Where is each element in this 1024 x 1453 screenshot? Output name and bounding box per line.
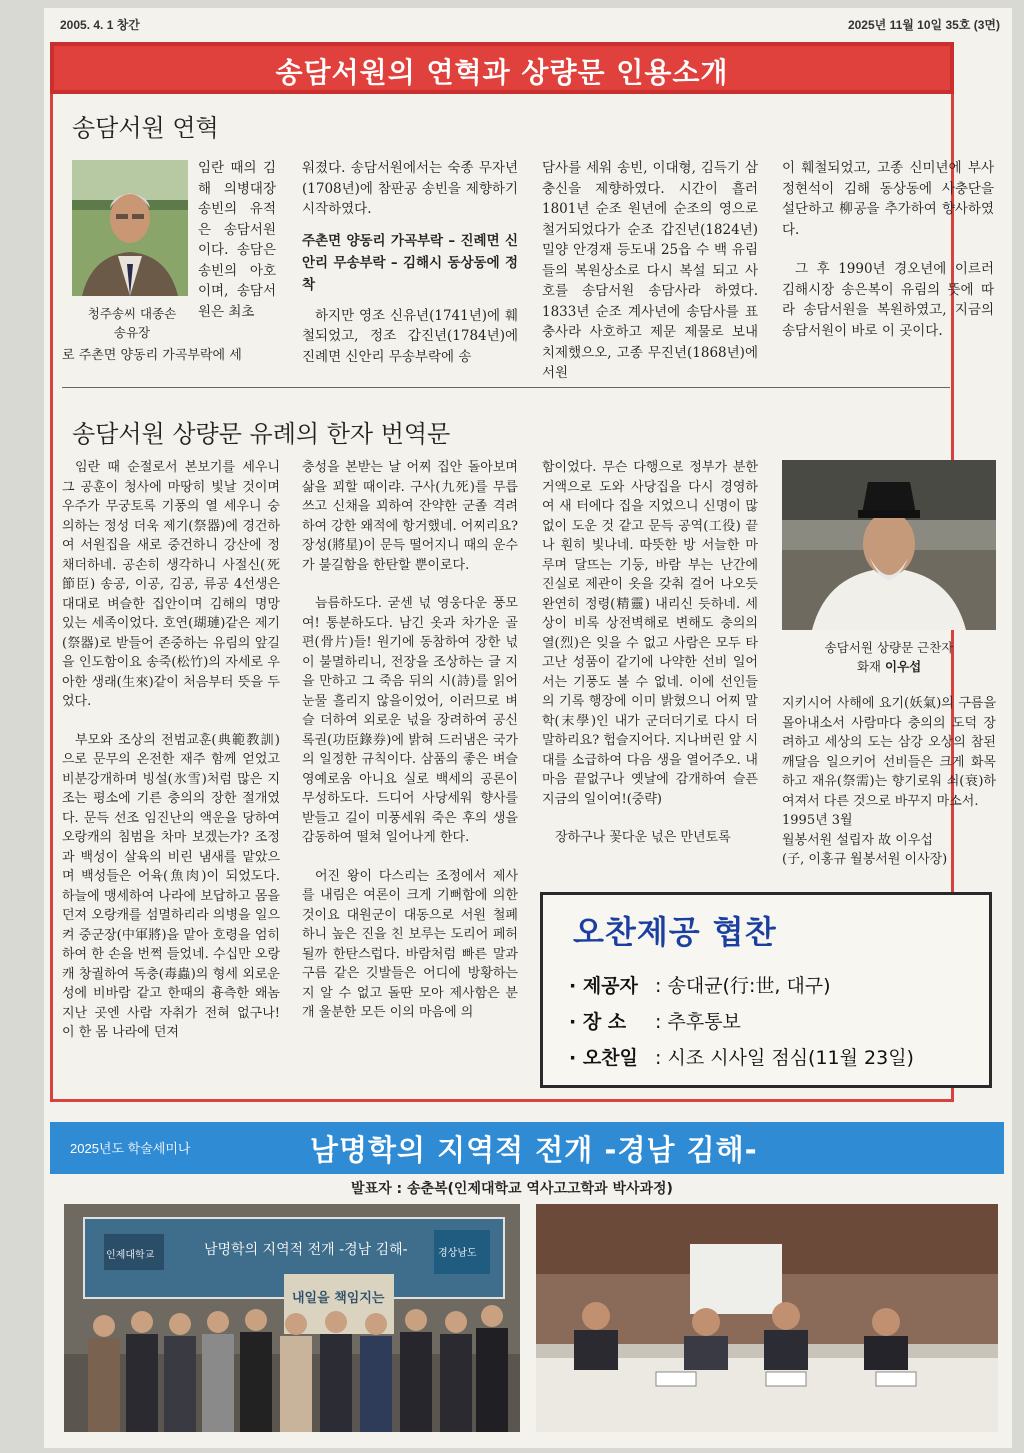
group-photo bbox=[64, 1204, 520, 1432]
org-left: 인제대학교 bbox=[106, 1250, 155, 1261]
issue-info: 2025년 11월 10일 35호 (3면) bbox=[847, 18, 1000, 32]
history-col1-tail: 로 주촌면 양동리 가곡부락에 세 bbox=[62, 348, 242, 363]
portrait-lee-woosub bbox=[782, 460, 996, 630]
seminar-tag: 2025년도 학술세미나 bbox=[70, 1141, 191, 1156]
sangryang-col1: 임란 때 순절로서 본보기를 세우니 그 공훈이 청사에 마땅히 빛날 것이며 우주가 무궁토록 기풍의 열 세우니 숭의하는 정성 더욱 제기(祭器)에 경건하여 서원집을 새로 중건하니 강산에 정채더하네. 공손히 생각하니 사절신(死節臣) 송공, 이공, 김공, 류공 4선생은 대대로 벼슬한 집안이며 김해의 명망 있는 세족이었다. 호연(瑚璉)같은 제기(祭器)로 받들어 존중하는 유림의 앞길을 인도함이요 송죽(松竹)의 자세로 우아한 생래(生來)같이 처음부터 뜻을 두었다. 부모와 조상의 전범교훈(典範教訓)으로 문무의 온전한 재주 함께 얻었고 비분강개하며 빙설(氷雪)처럼 많은 지조는 평소에 기른 충의의 장한 절개였다. 문득 선조 임진난의 액운을 당하여 오랑캐의 침범을 차마 보겠는가? 조정과 백성이 살육의 비린 냄새를 맡았으며 백성들은 어육(魚肉)이 되었도다. 하늘에 맹세하여 나라에 보답하고 몸을 던져 오랑캐를 섬멸하리라 의병을 일으켜 중군장(中軍將)을 맡아 호령을 엄히 하여 한 손을 번쩍 들었네. 수십만 오랑캐 창궐하여 독충(毒蟲)의 형세 외로운 성에 비바람 같고 한때의 흉측한 왜놈 지난 곳엔 사람 자취가 전혀 없구나! 이 한 몸 나라에 던져 bbox=[62, 460, 280, 1040]
history-col4: 이 훼철되었고, 고종 신미년에 부사 정현석이 김해 동상동에 사충단을 설단하고 柳공을 추가하여 향사하였다. 그 후 1990년 경오년에 이르러 김해시장 송은복이 유림의 뜻에 따라 송담서원을 복원하였고, 지금의 송담서원이 바로 이 곳이다. bbox=[782, 160, 994, 339]
banner-title: 송담서원의 연혁과 상량문 인용소개 bbox=[275, 56, 729, 89]
sponsor-box bbox=[540, 892, 992, 1088]
sangryang-col3: 함이었다. 무슨 다행으로 정부가 분한 거액으로 도와 사당집을 다시 경영하여 새 터에다 집을 지었으니 신명이 많없이 도운 것 같고 문득 공역(工役) 끝나 훤히 빛나네. 따뜻한 방 서늘한 마루며 달뜨는 기둥, 바람 부는 난간에 진실로 제관이 옷을 갖춰 걸어 나오듯 완연히 정령(精靈) 내리신 듯하네. 세상이 비록 상전벽해로 변해도 충의의 열(烈)은 잊을 수 없고 사람은 모두 타고난 성품이 같기에 나약한 선비 일어서는 기풍도 볼 수 없네. 이에 선인들의 기록 행장에 이미 밝혔으니 어찌 말학(末學)인 내가 군더더기로 다시 더 말하리요? 헙슬지어다. 지나버린 앞 시대를 소급하여 다음 생을 열어주오. 내 마음 끝없구나 옛날에 감개하여 슬픈 지금의 일이여!(중략) 장하구나 꽃다운 넋은 만년토록 bbox=[542, 460, 759, 845]
sangryang-heading: 송담서원 상량문 유례의 한자 번역문 bbox=[72, 420, 451, 448]
sponsor-row-place: · 장 소 : 추후통보 bbox=[569, 1011, 741, 1033]
poster-text: 내일을 책임지는 bbox=[292, 1291, 385, 1306]
sign-date: 1995년 3월 bbox=[782, 813, 853, 828]
masthead bbox=[56, 12, 1006, 34]
portrait-song-yujang bbox=[72, 160, 188, 296]
sign-author: 월봉서원 설립자 故 이우섭 bbox=[782, 832, 933, 848]
history-col2: 워졌다. 송담서원에서는 숙종 무자년(1708년)에 참판공 송빈을 제향하기 시작하였다. 주촌면 양동리 가곡부락 – 진례면 신안리 무송부락 – 김해시 동상동에 정착 하지만 영조 신유년(1741년)에 훼철되었고, 정조 갑진년(1784년)에 진례면 신안리 무송부락에 송 bbox=[302, 160, 518, 365]
history-col1-wrap: 임란 때의 김해 의병대장 송빈의 유적은 송담서원이다. 송담은 송빈의 아호이며, 송담서원은 최초 bbox=[198, 160, 276, 320]
article-banner bbox=[50, 42, 954, 94]
sign-son: (子, 이홍규 월봉서원 이사장) bbox=[782, 852, 948, 867]
seminar-title: 남명학의 지역적 전개 -경남 김해- bbox=[310, 1133, 758, 1167]
portrait-caption: 청주송씨 대종손 송유장 bbox=[87, 306, 177, 340]
seminar-banner bbox=[50, 1122, 1004, 1174]
history-heading: 송담서원 연혁 bbox=[72, 114, 219, 142]
sponsor-title: 오찬제공 협찬 bbox=[573, 913, 777, 951]
sangryang-col2: 충성을 본받는 날 어찌 집안 돌아보며 삶을 꾀할 때이랴. 구사(九死)를 무릅쓰고 신채을 꾀하여 잔약한 군졸 격려하여 강한 왜적에 항거했네. 어찌리요? 장성(將星)이 문득 떨어지니 때의 운수가 불길함을 한탄할 뿐이로다. 늠름하도다. 굳센 넋 영웅다운 풍모여! 통분하도다. 남긴 옷과 차가운 골편(骨片)들! 원기에 동참하여 장한 넋이 불멸하리니, 전장을 조상하는 글 지을 만하고 그 죽음 뒤의 시(詩)를 읽어 눈물 흘리지 않을이었어, 이러므로 벼슬 더하여 외로운 넋을 장려하여 공신록권(功臣錄券)에 밝혀 드러냄은 국가의 일정한 규칙이다. 삼품의 좋은 벼슬 영예로움 아니요 실로 백세의 공론이 무성하도다. 드디어 사당세워 향사를 받들고 길이 미풍세워 죽은 후의 생을 감동하여 떨쳐 일어나게 한다. 어진 왕이 다스리는 조정에서 제사를 내림은 여론이 크게 기뻐함에 의한 것이요 대원군이 대동으로 서원 철폐하니 높은 진을 친 보루는 도리어 페허 될까 한탄스럽다. 바람처럼 빠른 말과 구름 같은 깃발들은 어디에 방황하는지 알 수 없고 돌딴 모아 제사함은 분개 울분한 모든 이의 마음에 의 bbox=[302, 460, 519, 1020]
meeting-photo bbox=[536, 1204, 998, 1432]
history-col3: 담사를 세워 송빈, 이대형, 김득기 삼충신을 제향하였다. 시간이 흘러 1801년 순조 원년에 순조의 영으로 철거되었다가 순조 갑진년(1824년) 밀양 안경재 등도내 25읍 수 백 유림들의 복원상소로 다시 복설 되고 사호를 송담서원 송담사라 하였다. 1833년 순조 계사년에 송담사를 표충사라 사호하고 제문 제물로 보내 치제했으오, 고종 무진년(1868년)에 서원 bbox=[542, 160, 758, 381]
meeting-photo-image bbox=[536, 1204, 998, 1432]
portrait-image bbox=[782, 460, 996, 630]
sangryang-col4: 지키시어 사해에 요기(妖氣)의 구름을 몰아내소서 사람마다 충의의 도덕 장려하고 세상의 도는 삼강 오상의 참된 깨달음 일으키어 선비들은 크게 화목하고 재유(祭需)는 향기로워 쇠(衰)하여져서 다른 것으로 바꾸지 마소서. 1995년 3월 월봉서원 설립자 故 이우섭 (子, 이홍규 월봉서원 이사장) bbox=[782, 694, 996, 870]
founded-date: 2005. 4. 1 창간 bbox=[60, 18, 140, 32]
portrait-caption-2: 송담서원 상량문 근찬자 화재 이우섭 bbox=[824, 640, 954, 674]
org-right: 경상남도 bbox=[438, 1248, 477, 1259]
sponsor-row-provider: · 제공자 : 송대균(行:世, 대구) bbox=[569, 975, 831, 997]
group-photo-image bbox=[64, 1204, 520, 1432]
section-divider bbox=[62, 387, 950, 388]
portrait-image bbox=[72, 160, 188, 296]
banner-text: 남명학의 지역적 전개 -경남 김해- bbox=[204, 1242, 408, 1258]
history-subheading: 주촌면 양동리 가곡부락 – 진례면 신안리 무송부락 – 김해시 동상동에 정착 bbox=[302, 232, 518, 293]
sponsor-row-date: · 오찬일 : 시조 시사일 점심(11월 23일) bbox=[569, 1047, 914, 1069]
seminar-presenter: 발표자 : 송춘복(인제대학교 역사고고학과 박사과정) bbox=[351, 1181, 673, 1197]
